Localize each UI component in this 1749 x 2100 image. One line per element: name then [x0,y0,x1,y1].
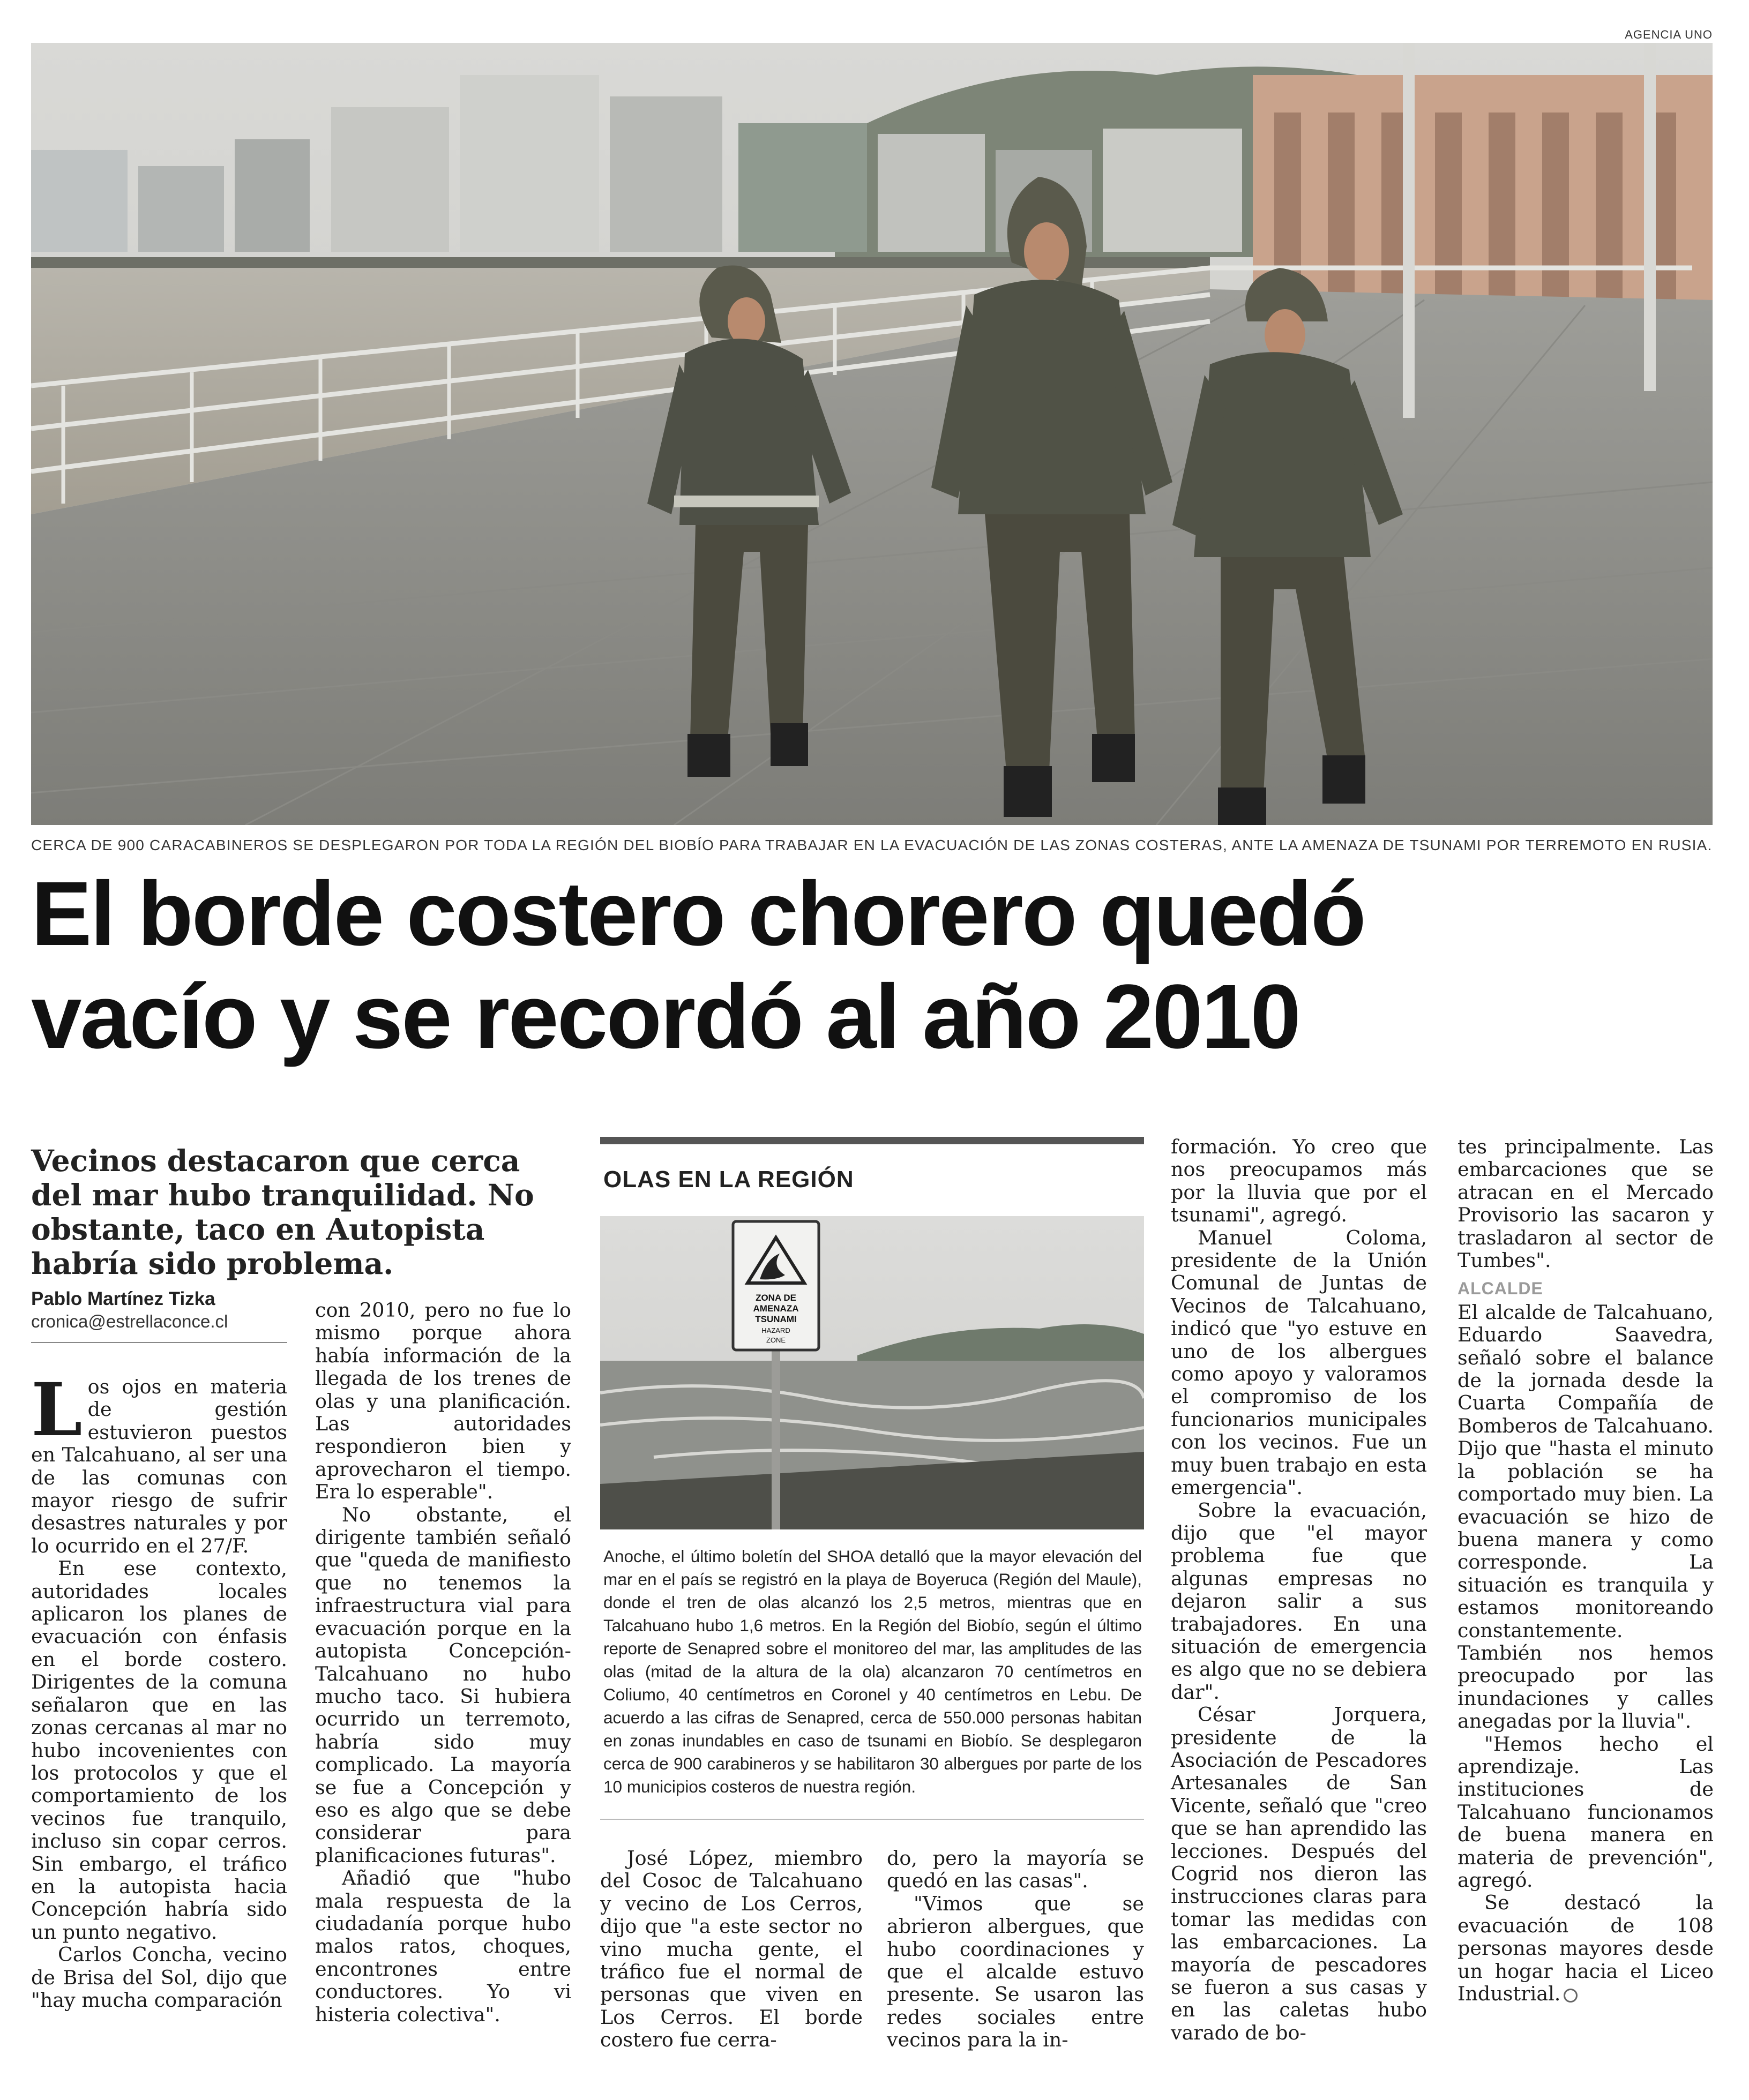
photo-credit: AGENCIA UNO [1625,28,1713,41]
headline-line-2: vacío y se recordó al año 2010 [31,966,1299,1068]
paragraph: José López, miembro del Cosoc de Talcahuano y vecino de Los Cerros, dijo que "a este sector no vino mucha gente, el tráfico fue el normal de personas que viven en Los Cerros. El borde costero fue cerra- [600,1847,863,2052]
paragraph: Se destacó la evacuación de 108 personas mayores desde un hogar hacia el Liceo Industrial. [1458,1891,1714,2006]
sign-text-line: ZONE [766,1336,786,1344]
paragraph: En ese contexto, autoridades locales aplicaron los planes de evacuación con énfasis en el borde costero. Dirigentes de la comuna señalaron que en las zonas cercanas al mar no hubo incovenientes con los protocolos y que el comportamiento de los vecinos fue tranquilo, incluso sin copar cerros. Sin embargo, el tráfico en la autopista hacia Concepción habría sido un punto negativo. [31,1557,287,1944]
paragraph: Manuel Coloma, presidente de la Unión Comunal de Juntas de Vecinos de Talcahuano, indicó que "yo estuve en uno de los albergues como apoyo y valoramos el compromiso de los funcionarios municipales con los vecinos. Fue un muy buen trabajo en esta emergencia". [1171,1226,1427,1499]
paragraph: César Jorquera, presidente de la Asociación de Pescadores Artesanales de San Vicente, señaló que "creo que se han aprendido las lecciones. Después del Cogrid nos dieron las instrucciones claras para tomar las medidas con las embarcaciones. La mayoría de pescadores se fueron a sus casas y en las caletas hubo varado de bo- [1171,1703,1427,2044]
sign-text-line: ZONA DE [756,1293,796,1303]
end-mark-icon [1564,1989,1578,2002]
article-column-6 [1458,1136,1714,2005]
paragraph: El alcalde de Talcahuano, Eduardo Saavedra, señaló sobre el balance de la jornada desde la Cuarta Compañía de Bomberos de Talcahuano. Dijo que "hasta el minuto la población se ha comportado muy bien. La evacuación se hizo de buena manera y como corresponde. La situación es tranquila y estamos monitoreando constantemente. También nos hemos preocupado por las inundaciones y calles anegadas por la lluvia". [1458,1300,1714,1733]
paragraph: formación. Yo creo que nos preocupamos más por la lluvia que por el tsunami", agregó. [1171,1135,1427,1227]
paragraph: "Vimos que se abrieron albergues, que hubo coordinaciones y que el alcalde estuvo presente. Se usaron las redes sociales entre vecinos para la in- [887,1892,1144,2052]
sign-text-line: TSUNAMI [755,1314,797,1324]
article-column-4 [887,1847,1144,2052]
byline-divider [31,1342,287,1343]
byline-email[interactable]: cronica@estrellaconce.cl [31,1311,228,1331]
headline [31,862,1714,1068]
section-subtitle: ALCALDE [1458,1279,1543,1299]
sidebar-text: Anoche, el último boletín del SHOA detalló que la mayor elevación del mar en el país se registró en la playa de Boyeruca (Región del Maule), donde el tren de olas alcanzó los 2,5 metros, mientras que en Talcahuano hubo 1,6 metros. En la Región del Biobío, según el último reporte de Senapred sobre el monitoreo del mar, las amplitudes de las olas (mitad de la altura de la ola) alcanzaron 70 centímetros en Coliumo, 40 centímetros en Coronel y 40 centímetros en Lebu. De acuerdo a las cifras de Senapred, cerca de 550.000 personas habitan en zonas inundables en caso de tsunami en Biobío. Se desplegaron cerca de 900 carabineros y se habilitaron 30 albergues por parte de los 10 municipios costeros de nuestra región. [603,1547,1142,1796]
sidebar-photo [600,1216,1144,1529]
article-column-3 [600,1847,863,2052]
subhead: Vecinos destacaron que cerca del mar hubo tranquilidad. No obstante, taco en Autopista habría sido problema. [31,1143,534,1281]
photo-caption: CERCA DE 900 CARACABINEROS SE DESPLEGARON POR TODA LA REGIÓN DEL BIOBÍO PARA TRABAJAR EN LA EVACUACIÓN DE LAS ZONAS COSTERAS, ANTE LA AMENAZA DE TSUNAMI POR TERREMOTO EN RUSIA. [31,837,1713,853]
paragraph: os ojos en materia de gestión estuvieron puestos en Talcahuano, al ser una de las comunas con mayor riesgo de sufrir desastres naturales y por lo ocurrido en el 27/F. [31,1375,287,1557]
sign-text-line: HAZARD [761,1326,790,1334]
main-photo [31,43,1713,825]
byline-author: Pablo Martínez Tizka [31,1288,215,1309]
article-column-1 [31,1367,287,2012]
paragraph: tes principalmente. Las embarcaciones que se atracan en el Mercado Provisorio las sacaron y trasladaron al sector de Tumbes". [1458,1135,1714,1272]
drop-cap: L [31,1367,83,1453]
paragraph: Sobre la evacuación, dijo que "el mayor problema fue que algunas empresas no dejaron salir a sus trabajadores. En una situación de emergencia es algo que no se debiera dar". [1171,1498,1427,1704]
article-column-5 [1171,1136,1427,2044]
paragraph: con 2010, pero no fue lo mismo porque ahora había información de la llegada de los trenes de olas y una planificación. Las autoridades respondieron bien y aprovecharon el tiempo. Era lo esperable". [315,1299,571,1504]
paragraph: Añadió que "hubo mala respuesta de la ciudadanía porque hubo malos ratos, choques, encontrones entre conductores. Yo vi histeria colectiva". [315,1866,571,2026]
sidebar-top-rule [600,1137,1144,1144]
paragraph: No obstante, el dirigente también señaló que "queda de manifiesto que no tenemos la infraestructura vial para evacuación porque en la autopista Concepción-Talcahuano no hubo mucho taco. Si hubiera ocurrido un terremoto, habría sido muy complicado. La mayoría se fue a Concepción y eso es algo que se debe considerar para planificaciones futuras". [315,1503,571,1867]
headline-line-1: El borde costero chorero quedó [31,863,1365,965]
paragraph: do, pero la mayoría se quedó en las casas". [887,1847,1144,1893]
article-column-2 [315,1299,571,2026]
sign-text-line: AMENAZA [753,1303,799,1314]
sidebar-box [600,1137,1144,1812]
paragraph: Carlos Concha, vecino de Brisa del Sol, dijo que "hay mucha comparación [31,1943,287,2012]
sidebar-bottom-rule [600,1819,1144,1820]
sidebar-title: OLAS EN LA REGIÓN [603,1166,854,1192]
paragraph: "Hemos hecho el aprendizaje. Las instituciones de Talcahuano funcionamos de buena manera en materia de prevención", agregó. [1458,1732,1714,1892]
